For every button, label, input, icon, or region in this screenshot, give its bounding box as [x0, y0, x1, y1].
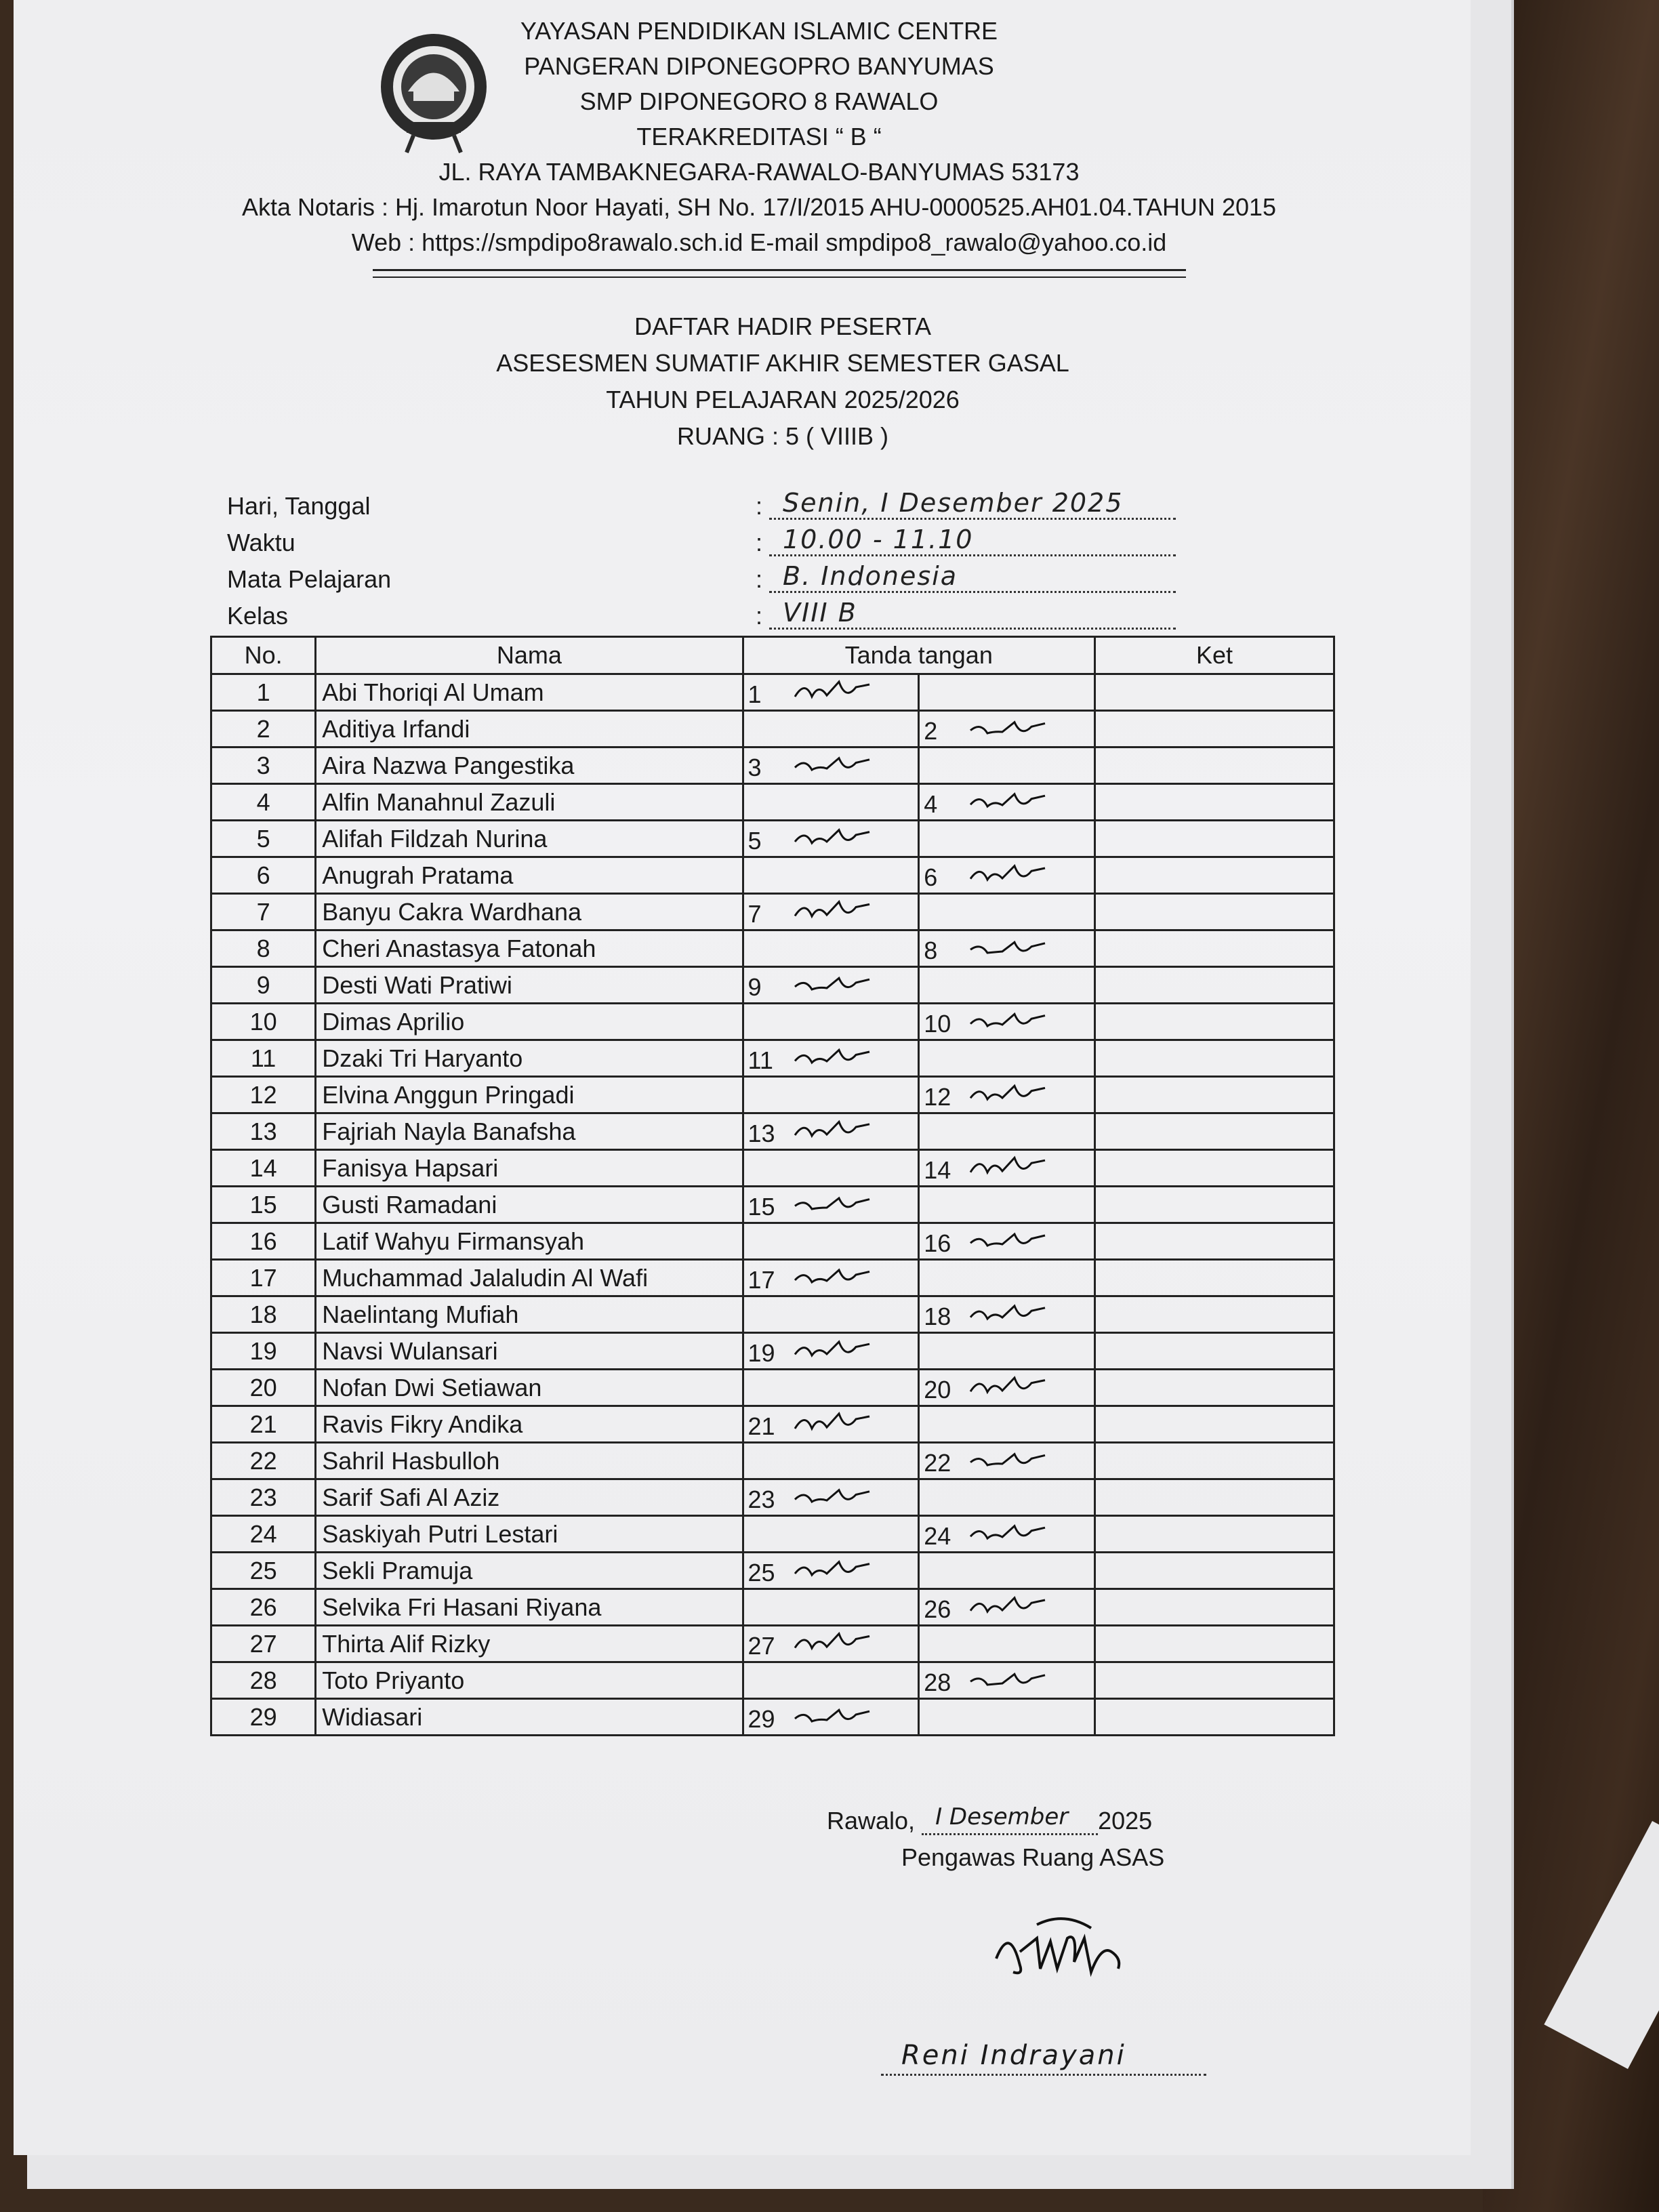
student-name: Aira Nazwa Pangestika [316, 747, 743, 784]
student-name: Cheri Anastasya Fatonah [316, 930, 743, 967]
student-signature [967, 1664, 1048, 1700]
signature-cell-even [919, 1516, 1095, 1553]
row-number: 8 [211, 930, 316, 967]
row-number: 2 [211, 711, 316, 747]
row-number: 5 [211, 821, 316, 857]
title-line: TAHUN PELAJARAN 2025/2026 [606, 386, 960, 413]
signature-number: 23 [747, 1486, 775, 1513]
table-row [211, 1662, 1334, 1699]
student-signature [792, 676, 873, 712]
signature-cell-odd [743, 1296, 919, 1333]
student-signature [792, 823, 873, 859]
table-header-row [211, 637, 1334, 674]
student-name: Aditiya Irfandi [316, 711, 743, 747]
note-cell [1095, 821, 1334, 857]
document-title [352, 308, 1213, 455]
note-cell [1095, 1626, 1334, 1662]
attendance-sheet [14, 0, 1471, 2155]
signature-cell-even [919, 1443, 1095, 1479]
table-row [211, 1040, 1334, 1077]
col-header-name: Nama [316, 637, 743, 674]
row-number: 21 [211, 1406, 316, 1443]
note-cell [1095, 930, 1334, 967]
student-name: Alifah Fildzah Nurina [316, 821, 743, 857]
col-header-no: No. [211, 637, 316, 674]
row-number: 28 [211, 1662, 316, 1699]
student-name: Dimas Aprilio [316, 1004, 743, 1040]
signature-cell-even [919, 674, 1095, 711]
table-row [211, 1626, 1334, 1662]
signature-number: 28 [924, 1668, 951, 1696]
info-label: Mata Pelajaran [227, 565, 392, 593]
note-cell [1095, 1040, 1334, 1077]
letterhead-line: TERAKREDITASI “ B “ [636, 123, 882, 150]
note-cell [1095, 711, 1334, 747]
signature-cell-odd [743, 674, 919, 711]
student-name: Fajriah Nayla Banafsha [316, 1113, 743, 1150]
row-number: 3 [211, 747, 316, 784]
note-cell [1095, 1516, 1334, 1553]
signature-number: 21 [747, 1412, 775, 1440]
student-name: Sekli Pramuja [316, 1553, 743, 1589]
signature-cell-even [919, 1040, 1095, 1077]
student-signature [967, 1298, 1048, 1334]
school-letterhead [217, 14, 1301, 260]
student-signature [967, 713, 1048, 749]
signature-number: 18 [924, 1303, 951, 1330]
info-row-time [227, 525, 1189, 561]
student-signature [967, 1445, 1048, 1481]
info-field [769, 488, 1176, 520]
signature-cell-odd [743, 1553, 919, 1589]
signature-cell-even [919, 1223, 1095, 1260]
signature-cell-odd [743, 1040, 919, 1077]
signing-place-date [827, 1803, 1153, 1835]
student-name: Naelintang Mufiah [316, 1296, 743, 1333]
signature-cell-odd [743, 1626, 919, 1662]
signature-cell-even [919, 747, 1095, 784]
info-row-class [227, 598, 1189, 634]
signature-cell-odd [743, 1260, 919, 1296]
signature-cell-even [919, 1626, 1095, 1662]
signature-number: 8 [924, 937, 938, 964]
row-number: 9 [211, 967, 316, 1004]
table-row [211, 1553, 1334, 1589]
signature-cell-even [919, 711, 1095, 747]
student-signature [967, 1225, 1048, 1261]
signature-cell-even [919, 1150, 1095, 1187]
table-row [211, 711, 1334, 747]
info-field [769, 598, 1176, 630]
info-colon: : [756, 565, 763, 593]
signature-cell-even [919, 1406, 1095, 1443]
student-name: Elvina Anggun Pringadi [316, 1077, 743, 1113]
table-row [211, 1406, 1334, 1443]
student-name: Widiasari [316, 1699, 743, 1736]
row-number: 20 [211, 1370, 316, 1406]
signature-number: 5 [747, 827, 762, 855]
student-name: Banyu Cakra Wardhana [316, 894, 743, 930]
row-number: 7 [211, 894, 316, 930]
student-name: Dzaki Tri Haryanto [316, 1040, 743, 1077]
row-number: 1 [211, 674, 316, 711]
row-number: 15 [211, 1187, 316, 1223]
info-value: VIII B [783, 598, 857, 628]
table-row [211, 674, 1334, 711]
signature-cell-even [919, 1662, 1095, 1699]
signing-date-field [922, 1803, 1098, 1835]
letterhead-line: SMP DIPONEGORO 8 RAWALO [579, 87, 939, 115]
table-row [211, 1077, 1334, 1113]
student-name: Abi Thoriqi Al Umam [316, 674, 743, 711]
title-line: ASESESMEN SUMATIF AKHIR SEMESTER GASAL [496, 349, 1069, 377]
signing-date: I Desember [935, 1803, 1069, 1830]
row-number: 11 [211, 1040, 316, 1077]
note-cell [1095, 1553, 1334, 1589]
note-cell [1095, 857, 1334, 894]
signature-cell-odd [743, 1004, 919, 1040]
signature-cell-odd [743, 857, 919, 894]
table-row [211, 1443, 1334, 1479]
table-row [211, 1479, 1334, 1516]
row-number: 16 [211, 1223, 316, 1260]
note-cell [1095, 784, 1334, 821]
signature-cell-even [919, 1370, 1095, 1406]
table-row [211, 1333, 1334, 1370]
student-signature [967, 1152, 1048, 1188]
supervisor-signature [983, 1911, 1139, 1986]
title-line: DAFTAR HADIR PESERTA [634, 312, 932, 340]
letterhead-line: PANGERAN DIPONEGOPRO BANYUMAS [524, 52, 994, 80]
signature-number: 1 [747, 680, 762, 708]
student-signature [967, 859, 1048, 895]
row-number: 12 [211, 1077, 316, 1113]
note-cell [1095, 1479, 1334, 1516]
signature-cell-even [919, 1113, 1095, 1150]
info-row-date [227, 488, 1189, 525]
table-row [211, 1370, 1334, 1406]
student-signature [967, 1372, 1048, 1408]
student-signature [792, 1189, 873, 1225]
info-row-subject [227, 561, 1189, 598]
table-row [211, 894, 1334, 930]
note-cell [1095, 1187, 1334, 1223]
signature-cell-odd [743, 1589, 919, 1626]
student-name: Gusti Ramadani [316, 1187, 743, 1223]
row-number: 23 [211, 1479, 316, 1516]
info-colon: : [756, 602, 763, 630]
student-name: Desti Wati Pratiwi [316, 967, 743, 1004]
info-value: 10.00 - 11.10 [783, 525, 974, 554]
signature-cell-odd [743, 747, 919, 784]
signature-cell-odd [743, 711, 919, 747]
student-name: Toto Priyanto [316, 1662, 743, 1699]
signature-cell-even [919, 1553, 1095, 1589]
table-row [211, 1516, 1334, 1553]
student-signature [792, 1481, 873, 1517]
table-row [211, 1004, 1334, 1040]
table-row [211, 1187, 1334, 1223]
signature-cell-even [919, 1589, 1095, 1626]
col-header-signature: Tanda tangan [743, 637, 1095, 674]
note-cell [1095, 1370, 1334, 1406]
signature-cell-odd [743, 1479, 919, 1516]
signature-cell-odd [743, 1443, 919, 1479]
signature-number: 29 [747, 1705, 775, 1733]
note-cell [1095, 1296, 1334, 1333]
row-number: 17 [211, 1260, 316, 1296]
row-number: 6 [211, 857, 316, 894]
info-label: Waktu [227, 529, 295, 556]
supervisor-name-field [881, 2040, 1206, 2076]
signature-number: 22 [924, 1449, 951, 1477]
info-field [769, 561, 1176, 593]
table-row [211, 967, 1334, 1004]
signature-cell-odd [743, 1662, 919, 1699]
student-signature [967, 933, 1048, 968]
info-label: Kelas [227, 602, 289, 630]
row-number: 26 [211, 1589, 316, 1626]
note-cell [1095, 1662, 1334, 1699]
letterhead-rule [373, 269, 1186, 271]
table-row [211, 1113, 1334, 1150]
note-cell [1095, 1333, 1334, 1370]
signature-cell-odd [743, 1223, 919, 1260]
signature-number: 17 [747, 1266, 775, 1294]
signature-number: 19 [747, 1339, 775, 1367]
student-name: Muchammad Jalaludin Al Wafi [316, 1260, 743, 1296]
student-name: Saskiyah Putri Lestari [316, 1516, 743, 1553]
student-name: Navsi Wulansari [316, 1333, 743, 1370]
signature-cell-even [919, 930, 1095, 967]
row-number: 18 [211, 1296, 316, 1333]
signature-number: 20 [924, 1376, 951, 1404]
table-row [211, 1589, 1334, 1626]
student-signature [792, 1555, 873, 1591]
signature-number: 16 [924, 1229, 951, 1257]
signature-number: 6 [924, 863, 938, 891]
title-line: RUANG : 5 ( VIIIB ) [676, 422, 889, 450]
signature-number: 10 [924, 1010, 951, 1038]
table-row [211, 1260, 1334, 1296]
student-name: Alfin Manahnul Zazuli [316, 784, 743, 821]
table-row [211, 784, 1334, 821]
supervisor-name: Reni Indrayani [901, 2040, 1126, 2071]
signature-cell-even [919, 894, 1095, 930]
signature-number: 4 [924, 790, 938, 818]
signature-cell-odd [743, 1406, 919, 1443]
signature-cell-odd [743, 821, 919, 857]
exam-info [227, 488, 1189, 634]
signature-cell-odd [743, 1150, 919, 1187]
signature-number: 9 [747, 973, 762, 1001]
student-name: Fanisya Hapsari [316, 1150, 743, 1187]
attendance-table [210, 636, 1335, 1736]
signature-number: 2 [924, 717, 938, 745]
letterhead-line: JL. RAYA TAMBAKNEGARA-RAWALO-BANYUMAS 53173 [438, 158, 1080, 186]
letterhead-line: Web : https://smpdipo8rawalo.sch.id E-mail smpdipo8_rawalo@yahoo.co.id [351, 228, 1167, 256]
student-name: Anugrah Pratama [316, 857, 743, 894]
signing-place: Rawalo, [827, 1807, 916, 1835]
table-row [211, 1699, 1334, 1736]
signature-cell-even [919, 1333, 1095, 1370]
student-signature [792, 750, 873, 785]
attendance-rows [211, 674, 1334, 1736]
row-number: 24 [211, 1516, 316, 1553]
note-cell [1095, 1443, 1334, 1479]
row-number: 29 [211, 1699, 316, 1736]
table-row [211, 1296, 1334, 1333]
signature-cell-even [919, 1004, 1095, 1040]
table-row [211, 1223, 1334, 1260]
signature-cell-odd [743, 1370, 919, 1406]
signature-cell-even [919, 1187, 1095, 1223]
signature-cell-odd [743, 1516, 919, 1553]
student-signature [967, 1006, 1048, 1042]
info-value: Senin, I Desember 2025 [783, 488, 1124, 518]
student-name: Ravis Fikry Andika [316, 1406, 743, 1443]
note-cell [1095, 1077, 1334, 1113]
info-colon: : [756, 529, 763, 556]
student-name: Sarif Safi Al Aziz [316, 1479, 743, 1516]
note-cell [1095, 967, 1334, 1004]
signature-number: 12 [924, 1083, 951, 1111]
supervisor-role: Pengawas Ruang ASAS [901, 1843, 1165, 1871]
signature-number: 27 [747, 1632, 775, 1660]
info-colon: : [756, 492, 763, 520]
signature-number: 24 [924, 1522, 951, 1550]
note-cell [1095, 1113, 1334, 1150]
signature-cell-even [919, 1699, 1095, 1736]
student-name: Selvika Fri Hasani Riyana [316, 1589, 743, 1626]
note-cell [1095, 1260, 1334, 1296]
info-label: Hari, Tanggal [227, 492, 371, 520]
signature-cell-odd [743, 967, 919, 1004]
signature-cell-odd [743, 1113, 919, 1150]
signature-cell-even [919, 821, 1095, 857]
student-name: Sahril Hasbulloh [316, 1443, 743, 1479]
row-number: 10 [211, 1004, 316, 1040]
note-cell [1095, 1150, 1334, 1187]
student-signature [967, 786, 1048, 822]
signature-cell-odd [743, 784, 919, 821]
signature-number: 7 [747, 900, 762, 928]
signature-cell-even [919, 784, 1095, 821]
letterhead-line: Akta Notaris : Hj. Imarotun Noor Hayati, SH No. 17/I/2015 AHU-0000525.AH01.04.TAHUN 2015 [241, 193, 1277, 221]
student-signature [792, 1408, 873, 1444]
student-signature [792, 1042, 873, 1078]
signature-number: 26 [924, 1595, 951, 1623]
signature-cell-odd [743, 1333, 919, 1370]
letterhead-line: YAYASAN PENDIDIKAN ISLAMIC CENTRE [520, 17, 998, 45]
note-cell [1095, 1004, 1334, 1040]
col-header-note: Ket [1095, 637, 1334, 674]
student-signature [792, 1262, 873, 1298]
signature-number: 15 [747, 1193, 775, 1221]
note-cell [1095, 1406, 1334, 1443]
note-cell [1095, 1589, 1334, 1626]
note-cell [1095, 747, 1334, 784]
student-name: Nofan Dwi Setiawan [316, 1370, 743, 1406]
row-number: 19 [211, 1333, 316, 1370]
note-cell [1095, 674, 1334, 711]
student-signature [967, 1079, 1048, 1115]
table-row [211, 821, 1334, 857]
signature-number: 3 [747, 754, 762, 781]
row-number: 14 [211, 1150, 316, 1187]
student-signature [967, 1518, 1048, 1554]
signature-cell-even [919, 1077, 1095, 1113]
row-number: 13 [211, 1113, 316, 1150]
student-name: Thirta Alif Rizky [316, 1626, 743, 1662]
note-cell [1095, 1699, 1334, 1736]
table-row [211, 930, 1334, 967]
signature-cell-odd [743, 1077, 919, 1113]
letterhead-rule [373, 276, 1186, 278]
info-field [769, 525, 1176, 556]
signature-cell-odd [743, 894, 919, 930]
table-row [211, 857, 1334, 894]
student-signature [967, 1591, 1048, 1627]
note-cell [1095, 1223, 1334, 1260]
signature-cell-even [919, 1296, 1095, 1333]
student-signature [792, 1115, 873, 1151]
signature-cell-even [919, 1260, 1095, 1296]
student-name: Latif Wahyu Firmansyah [316, 1223, 743, 1260]
signature-number: 14 [924, 1156, 951, 1184]
student-signature [792, 896, 873, 932]
student-signature [792, 969, 873, 1005]
info-value: B. Indonesia [783, 561, 958, 591]
table-row [211, 1150, 1334, 1187]
signature-number: 13 [747, 1120, 775, 1147]
student-signature [792, 1628, 873, 1664]
signature-number: 25 [747, 1559, 775, 1586]
note-cell [1095, 894, 1334, 930]
signing-year: 2025 [1098, 1807, 1153, 1835]
row-number: 25 [211, 1553, 316, 1589]
row-number: 22 [211, 1443, 316, 1479]
table-row [211, 747, 1334, 784]
row-number: 4 [211, 784, 316, 821]
signature-cell-even [919, 1479, 1095, 1516]
signature-cell-odd [743, 930, 919, 967]
row-number: 27 [211, 1626, 316, 1662]
signature-cell-odd [743, 1699, 919, 1736]
signature-number: 11 [747, 1046, 773, 1074]
signature-cell-odd [743, 1187, 919, 1223]
signature-cell-even [919, 857, 1095, 894]
student-signature [792, 1701, 873, 1737]
student-signature [792, 1335, 873, 1371]
signature-cell-even [919, 967, 1095, 1004]
